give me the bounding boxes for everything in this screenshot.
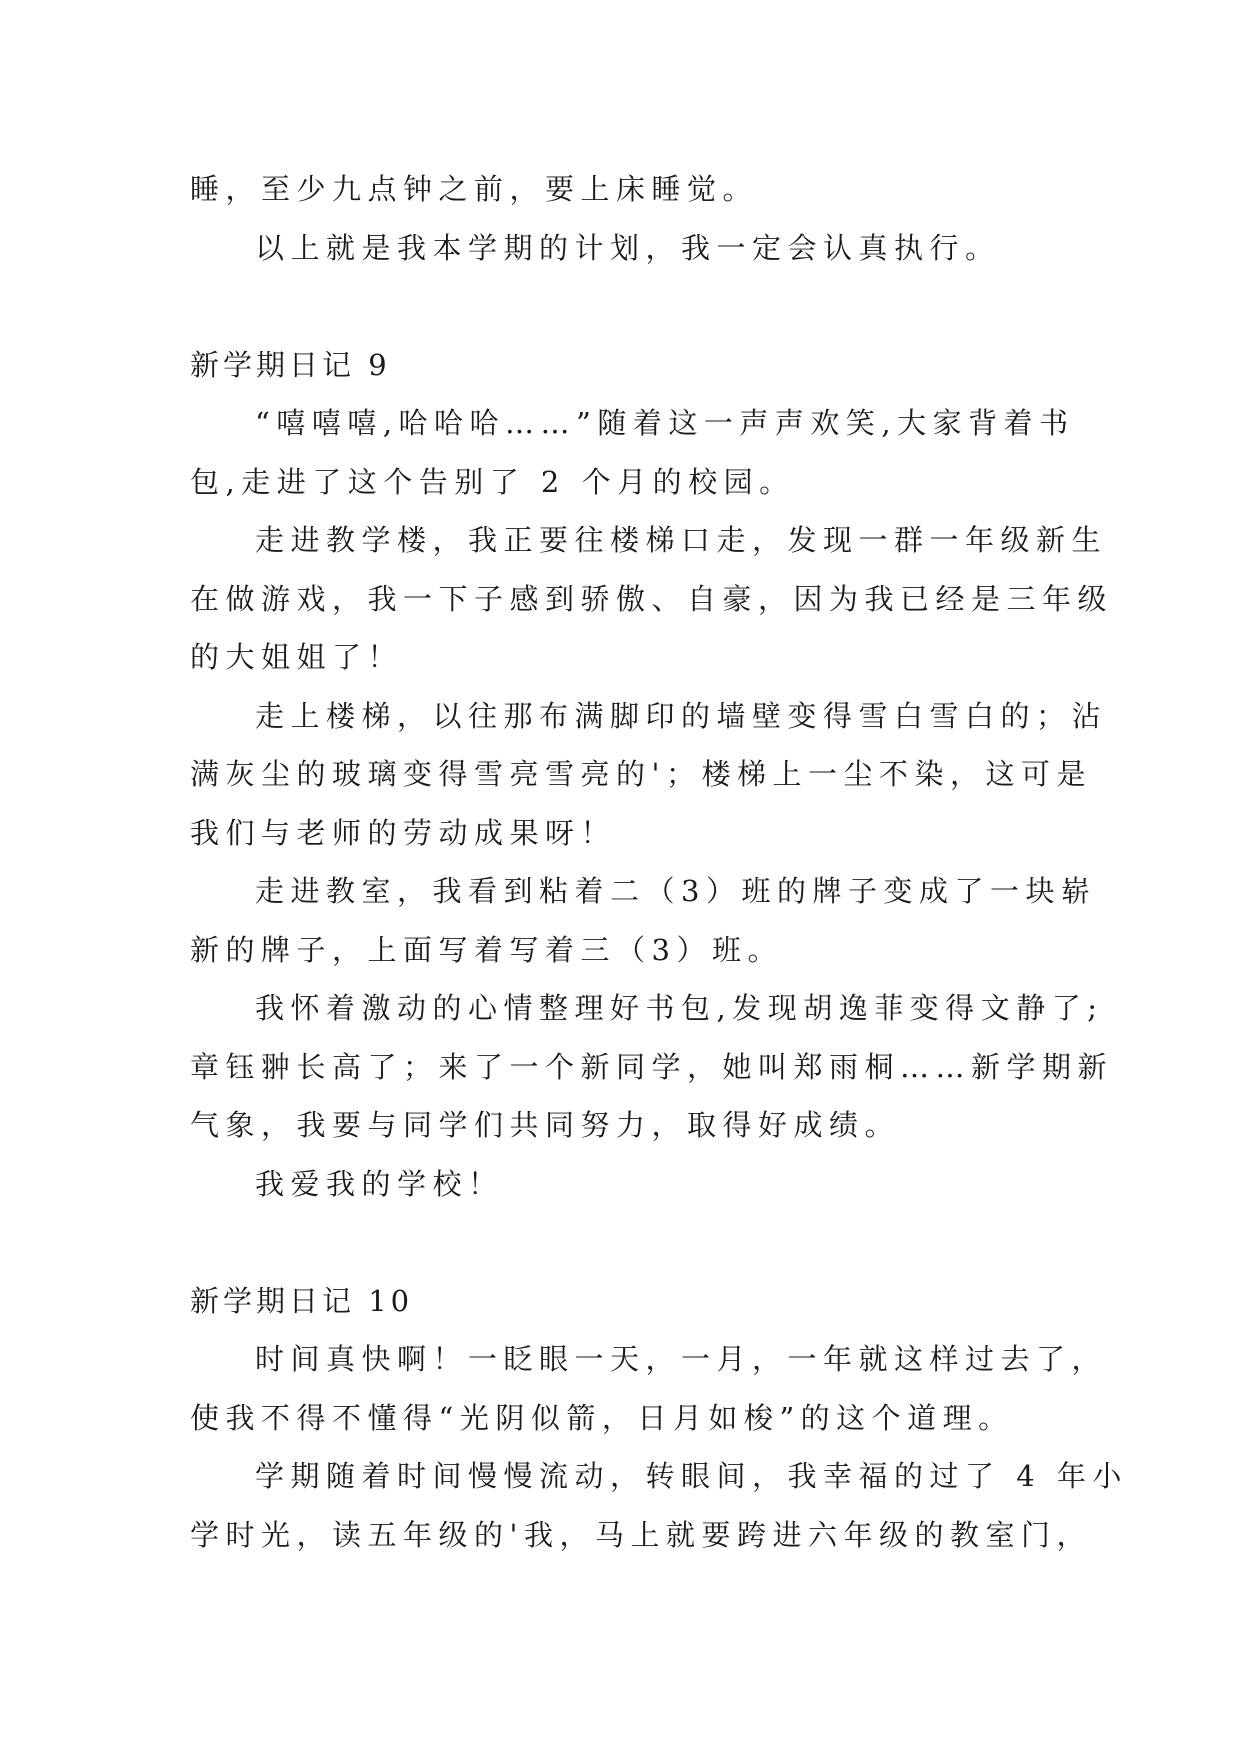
paragraph-line: 走进教学楼，我正要往楼梯口走，发现一群一年级新生 [255,523,1108,557]
paragraph-line: 时间真快啊！一眨眼一天，一月，一年就这样过去了， [255,1342,1108,1376]
entry-title: 新学期日记 9 [190,347,391,382]
paragraph-line: 学时光，读五年级的'我，马上就要跨进六年级的教室门， [190,1517,1092,1552]
entry-title: 新学期日记 10 [190,1283,414,1318]
paragraph-line: 包,走进了这个告别了 2 个月的校园。 [190,464,795,499]
paragraph-line: 气象，我要与同学们共同努力，取得好成绩。 [190,1108,901,1142]
paragraph-line: 以上就是我本学期的计划，我一定会认真执行。 [255,230,1001,265]
paragraph-line: 我怀着激动的心情整理好书包,发现胡逸菲变得文静了; [255,991,1104,1025]
paragraph-line: 章钰翀长高了；来了一个新同学，她叫郑雨桐……新学期新 [190,1049,1114,1084]
paragraph-line: 满灰尘的玻璃变得雪亮雪亮的'；楼梯上一尘不染，这可是 [190,757,1092,791]
paragraph-line: 学期随着时间慢慢流动，转眼间，我幸福的过了 4 年小 [255,1459,1128,1493]
paragraph-line: 使我不得不懂得“光阴似箭，日月如梭”的这个道理。 [190,1400,1014,1435]
paragraph-line: 的大姐姐了！ [190,640,404,674]
paragraph-line: 走上楼梯，以往那布满脚印的墙壁变得雪白雪白的；沾 [255,698,1108,733]
paragraph-line: 新的牌子，上面写着写着三（3）班。 [190,932,783,967]
paragraph-line: 睡，至少九点钟之前，要上床睡觉。 [190,172,759,206]
paragraph-line: 走进教室，我看到粘着二（3）班的牌子变成了一块崭 [255,874,1097,908]
section-spacer [190,277,1060,336]
paragraph-line: 在做游戏，我一下子感到骄傲、自豪，因为我已经是三年级 [190,581,1114,616]
section-spacer [190,1213,1060,1272]
paragraph-line: “嘻嘻嘻,哈哈哈……”随着这一声声欢笑,大家背着书 [255,406,1075,440]
document-body [190,160,1128,1564]
paragraph-line: 我爱我的学校！ [255,1166,504,1201]
paragraph-line: 我们与老师的劳动成果呀！ [190,815,617,850]
